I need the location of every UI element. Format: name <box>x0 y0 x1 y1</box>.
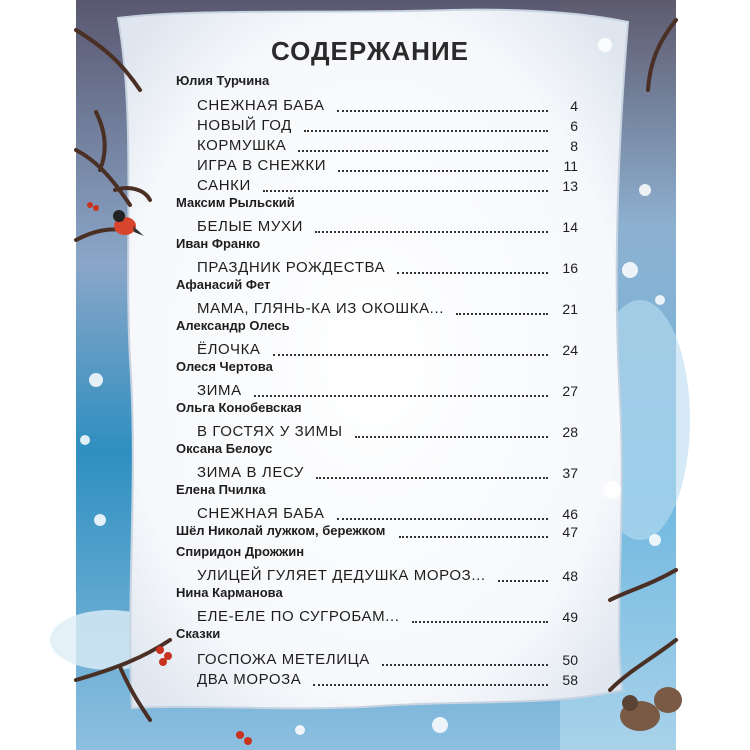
dot-leader <box>338 170 548 172</box>
dot-leader <box>313 684 548 686</box>
author-name: Максим Рыльский <box>176 195 295 210</box>
dot-leader <box>315 231 548 233</box>
toc-entry-title[interactable]: ГОСПОЖА МЕТЕЛИЦА <box>197 651 370 668</box>
page-number: 4 <box>570 98 578 114</box>
toc-entry-title[interactable]: ЁЛОЧКА <box>197 341 261 358</box>
author-name: Ольга Конобевская <box>176 400 302 415</box>
author-name: Александр Олесь <box>176 318 290 333</box>
author-name: Олеся Чертова <box>176 359 273 374</box>
author-name: Сказки <box>176 626 221 641</box>
toc-entry-title[interactable]: МАМА, ГЛЯНЬ-КА ИЗ ОКОШКА... <box>197 300 444 317</box>
dot-leader <box>337 518 548 520</box>
page-number: 50 <box>562 652 578 668</box>
page-number: 48 <box>562 568 578 584</box>
toc-entry-title[interactable]: ЕЛЕ-ЕЛЕ ПО СУГРОБАМ... <box>197 608 400 625</box>
dot-leader <box>456 313 548 315</box>
page-number: 24 <box>562 342 578 358</box>
page-number: 6 <box>570 118 578 134</box>
toc-entry-title[interactable]: В ГОСТЯХ У ЗИМЫ <box>197 423 343 440</box>
toc-entry-title[interactable]: КОРМУШКА <box>197 137 287 154</box>
author-name: Афанасий Фет <box>176 277 271 292</box>
dot-leader <box>263 190 548 192</box>
dot-leader <box>273 354 548 356</box>
page-number: 16 <box>562 260 578 276</box>
toc-entry-title[interactable]: ДВА МОРОЗА <box>197 671 302 688</box>
author-name: Иван Франко <box>176 236 261 251</box>
page-number: 28 <box>562 424 578 440</box>
page-number: 21 <box>562 301 578 317</box>
page-title: СОДЕРЖАНИЕ <box>271 36 469 66</box>
page-number: 11 <box>563 158 578 174</box>
toc-entry-title[interactable]: ИГРА В СНЕЖКИ <box>197 157 327 174</box>
page-number: 47 <box>562 524 578 540</box>
dot-leader <box>337 110 548 112</box>
dot-leader <box>254 395 548 397</box>
toc-entry-title[interactable]: НОВЫЙ ГОД <box>197 117 292 134</box>
toc-entry-title[interactable]: ПРАЗДНИК РОЖДЕСТВА <box>197 259 386 276</box>
page-number: 37 <box>562 465 578 481</box>
dot-leader <box>355 436 548 438</box>
dot-leader <box>399 536 548 538</box>
toc-entry-title[interactable]: ЗИМА В ЛЕСУ <box>197 464 304 481</box>
dot-leader <box>412 621 548 623</box>
toc-entry-title[interactable]: СНЕЖНАЯ БАБА <box>197 97 325 114</box>
page-number: 27 <box>562 383 578 399</box>
dot-leader <box>382 664 548 666</box>
toc-entry-title[interactable]: ЗИМА <box>197 382 242 399</box>
author-name: Нина Карманова <box>176 585 283 600</box>
toc-entry-title[interactable]: УЛИЦЕЙ ГУЛЯЕТ ДЕДУШКА МОРОЗ... <box>197 567 486 584</box>
page-number: 58 <box>562 672 578 688</box>
dot-leader <box>304 130 548 132</box>
dot-leader <box>298 150 548 152</box>
author-name: Елена Пчилка <box>176 482 266 497</box>
page-number: 14 <box>562 219 578 235</box>
page-number: 49 <box>562 609 578 625</box>
page-number: 13 <box>562 178 578 194</box>
author-name: Шёл Николай лужком, бережком <box>176 523 386 538</box>
dot-leader <box>316 477 548 479</box>
toc-entry-title[interactable]: САНКИ <box>197 177 251 194</box>
author-name: Спиридон Дрожжин <box>176 544 305 559</box>
toc-entry-title[interactable]: СНЕЖНАЯ БАБА <box>197 505 325 522</box>
dot-leader <box>498 580 548 582</box>
author-name: Оксана Белоус <box>176 441 273 456</box>
author-name: Юлия Турчина <box>176 73 270 88</box>
page-number: 46 <box>562 506 578 522</box>
toc-entry-title[interactable]: БЕЛЫЕ МУХИ <box>197 218 303 235</box>
dot-leader <box>397 272 548 274</box>
page-number: 8 <box>570 138 578 154</box>
